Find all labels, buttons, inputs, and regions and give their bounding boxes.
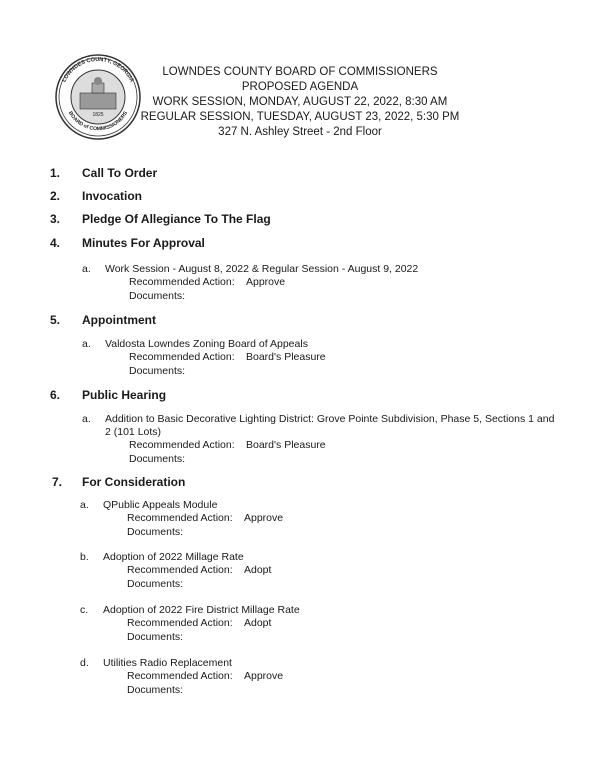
agenda-item-title: Call To Order <box>82 166 158 180</box>
recommended-action-label: Recommended Action: <box>127 617 233 629</box>
agenda-item-title: Appointment <box>82 313 156 327</box>
agenda-item-number: 7. <box>52 475 63 489</box>
sub-item-title: Adoption of 2022 Millage Rate <box>103 551 244 563</box>
seal-year: 1825 <box>92 112 104 118</box>
sub-item-letter: a. <box>82 338 91 350</box>
header-address: 327 N. Ashley Street - 2nd Floor <box>218 126 382 138</box>
recommended-action-label: Recommended Action: <box>129 351 235 363</box>
recommended-action-value: Approve <box>246 276 286 288</box>
agenda-item-title: Minutes For Approval <box>82 236 205 250</box>
header-org-name: LOWNDES COUNTY BOARD OF COMMISSIONERS <box>162 66 438 78</box>
documents-label: Documents: <box>127 631 184 643</box>
agenda-item-number: 1. <box>50 166 61 180</box>
documents-label: Documents: <box>129 365 186 377</box>
documents-label: Documents: <box>127 578 184 590</box>
documents-label: Documents: <box>127 684 184 696</box>
sub-item-letter: a. <box>82 263 91 275</box>
recommended-action-value: Approve <box>244 512 284 524</box>
sub-item-letter: b. <box>80 551 89 563</box>
recommended-action-value: Board's Pleasure <box>246 351 326 363</box>
header-regular-session: REGULAR SESSION, TUESDAY, AUGUST 23, 2022, 5:30 PM <box>140 111 460 123</box>
sub-item-title: Work Session - August 8, 2022 & Regular Session - August 9, 2022 <box>105 263 419 275</box>
documents-label: Documents: <box>129 290 186 302</box>
agenda-item-title: Public Hearing <box>82 388 167 402</box>
sub-item-title: Addition to Basic Decorative Lighting District: Grove Pointe Subdivision, Phase 5, Sections 1 and <box>105 413 555 425</box>
sub-item-title-continued: 2 (101 Lots) <box>105 426 162 438</box>
sub-item-letter: a. <box>80 499 89 511</box>
county-seal-logo <box>54 53 142 141</box>
documents-label: Documents: <box>129 453 186 465</box>
agenda-item-number: 2. <box>50 189 61 203</box>
recommended-action-label: Recommended Action: <box>127 670 233 682</box>
sub-item-title: Valdosta Lowndes Zoning Board of Appeals <box>105 338 308 350</box>
documents-label: Documents: <box>127 526 184 538</box>
recommended-action-value: Approve <box>244 670 284 682</box>
recommended-action-label: Recommended Action: <box>127 512 233 524</box>
agenda-item-number: 6. <box>50 388 61 402</box>
recommended-action-value: Adopt <box>244 564 272 576</box>
seal-text-bottom: BOARD of COMMISSIONERS <box>66 110 130 133</box>
sub-item-letter: c. <box>80 604 89 616</box>
agenda-item-title: Invocation <box>82 189 143 203</box>
agenda-item-number: 4. <box>50 236 61 250</box>
agenda-item-number: 5. <box>50 313 61 327</box>
recommended-action-label: Recommended Action: <box>129 439 235 451</box>
sub-item-letter: a. <box>82 413 91 425</box>
header-work-session: WORK SESSION, MONDAY, AUGUST 22, 2022, 8:30 AM <box>152 96 448 108</box>
sub-item-title: Utilities Radio Replacement <box>103 657 232 669</box>
header-doc-type: PROPOSED AGENDA <box>241 81 359 93</box>
recommended-action-value: Board's Pleasure <box>246 439 326 451</box>
recommended-action-label: Recommended Action: <box>129 276 235 288</box>
sub-item-title: Adoption of 2022 Fire District Millage Rate <box>103 604 300 616</box>
agenda-item-title: Pledge Of Allegiance To The Flag <box>82 212 271 226</box>
agenda-item-title: For Consideration <box>82 475 186 489</box>
recommended-action-value: Adopt <box>244 617 272 629</box>
sub-item-letter: d. <box>80 657 89 669</box>
sub-item-title: QPublic Appeals Module <box>103 499 218 511</box>
recommended-action-label: Recommended Action: <box>127 564 233 576</box>
agenda-item-number: 3. <box>50 212 61 226</box>
seal-text-top: LOWNDES COUNTY, GEORGIA <box>61 56 135 84</box>
